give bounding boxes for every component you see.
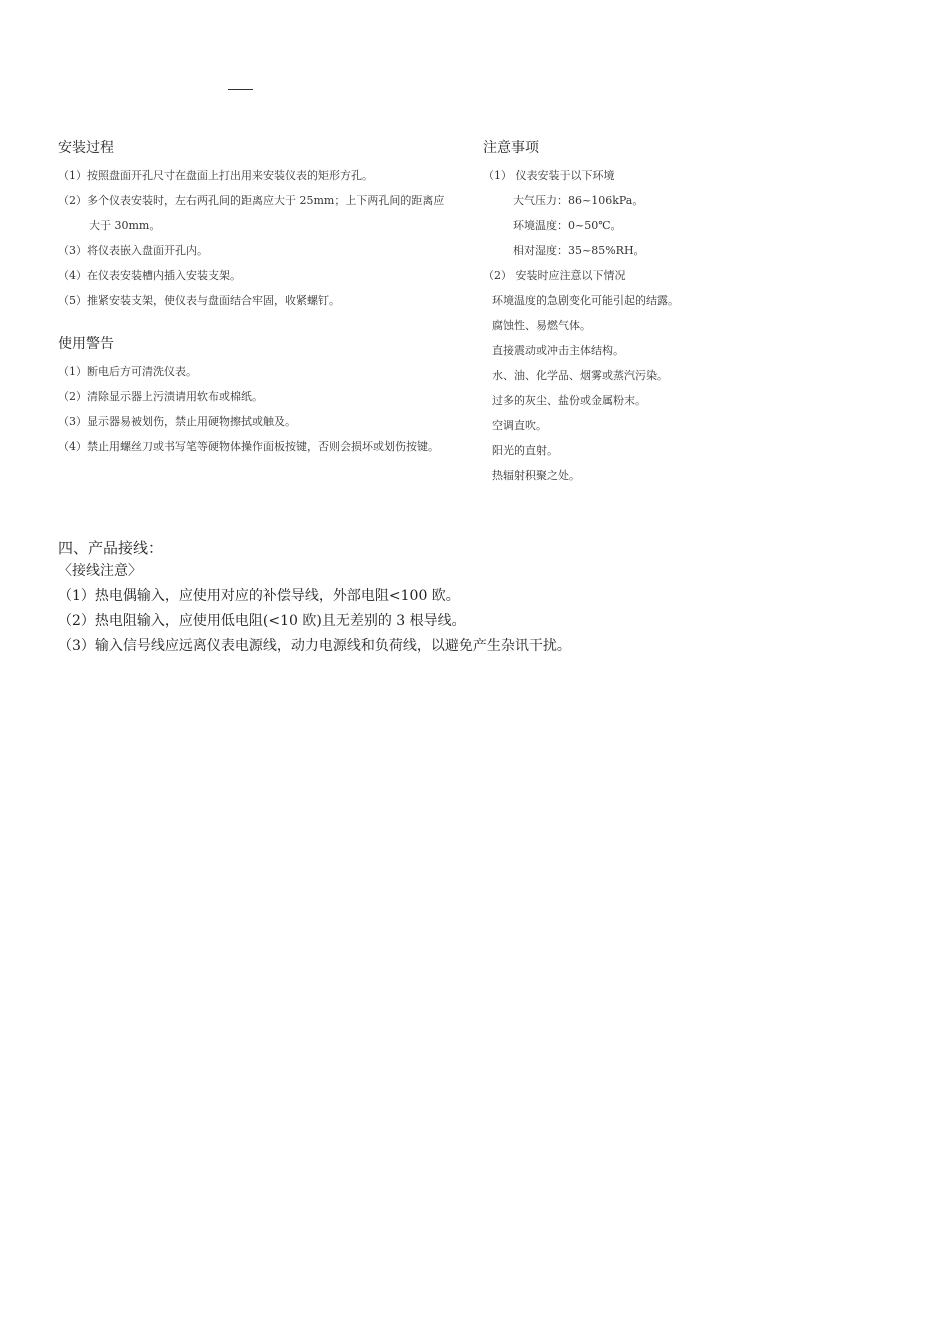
avoid-item: 阳光的直射。	[492, 444, 558, 457]
avoid-item: 过多的灰尘、盐份或金属粉末。	[492, 394, 646, 407]
avoid-item: 直接震动或冲击主体结构。	[492, 344, 624, 357]
warning-item-2: （2）清除显示器上污渍请用软布或棉纸。	[58, 390, 263, 403]
env-title: （1） 仪表安装于以下环境	[483, 169, 615, 182]
right-column	[483, 138, 783, 488]
wiring-item-1: （1）热电偶输入，应使用对应的补偿导线，外部电阻<100 欧。	[58, 588, 460, 604]
avoid-item: 环境温度的急剧变化可能引起的结露。	[492, 294, 679, 307]
avoid-item: 腐蚀性、易燃气体。	[492, 319, 591, 332]
install-step-2: （2）多个仪表安装时，左右两孔间的距离应大于 25mm；上下两孔间的距离应	[58, 194, 445, 207]
env-pressure: 大气压力：86~106kPa。	[513, 194, 644, 207]
wiring-item-2: （2）热电阻输入，应使用低电阻(<10 欧)且无差别的 3 根导线。	[58, 613, 466, 629]
install-step-2-cont: 大于 30mm。	[89, 219, 161, 232]
warning-item-1: （1）断电后方可清洗仪表。	[58, 365, 197, 378]
wiring-item-3: （3）输入信号线应远离仪表电源线，动力电源线和负荷线，以避免产生杂讯干扰。	[58, 638, 571, 654]
warning-item-4: （4）禁止用螺丝刀或书写笔等硬物体操作面板按键，否则会损坏或划伤按键。	[58, 440, 439, 453]
wiring-subtitle: 〈接线注意〉	[58, 563, 142, 579]
avoid-item: 空调直吹。	[492, 419, 547, 432]
install-step-4: （4）在仪表安装槽内插入安装支架。	[58, 269, 241, 282]
install-step-1: （1）按照盘面开孔尺寸在盘面上打出用来安装仪表的矩形方孔。	[58, 169, 373, 182]
notes-heading: 注意事项	[483, 140, 539, 156]
warning-heading: 使用警告	[58, 336, 114, 352]
env-temperature: 环境温度：0~50℃。	[513, 219, 622, 232]
avoid-item: 水、油、化学品、烟雾或蒸汽污染。	[492, 369, 668, 382]
wiring-section	[58, 537, 918, 659]
wiring-title: 四、产品接线：	[58, 539, 164, 557]
warning-item-3: （3）显示器易被划伤，禁止用硬物擦拭或触及。	[58, 415, 296, 428]
install-heading: 安装过程	[58, 140, 114, 156]
avoid-item: 热辐射积聚之处。	[492, 469, 580, 482]
avoid-title: （2） 安装时应注意以下情况	[483, 269, 626, 282]
install-step-5: （5）推紧安装支架，使仪表与盘面结合牢固，收紧螺钉。	[58, 294, 340, 307]
install-step-3: （3）将仪表嵌入盘面开孔内。	[58, 244, 208, 257]
title-underline	[228, 89, 253, 90]
env-humidity: 相对湿度：35~85%RH。	[513, 244, 645, 257]
left-column	[58, 138, 478, 459]
